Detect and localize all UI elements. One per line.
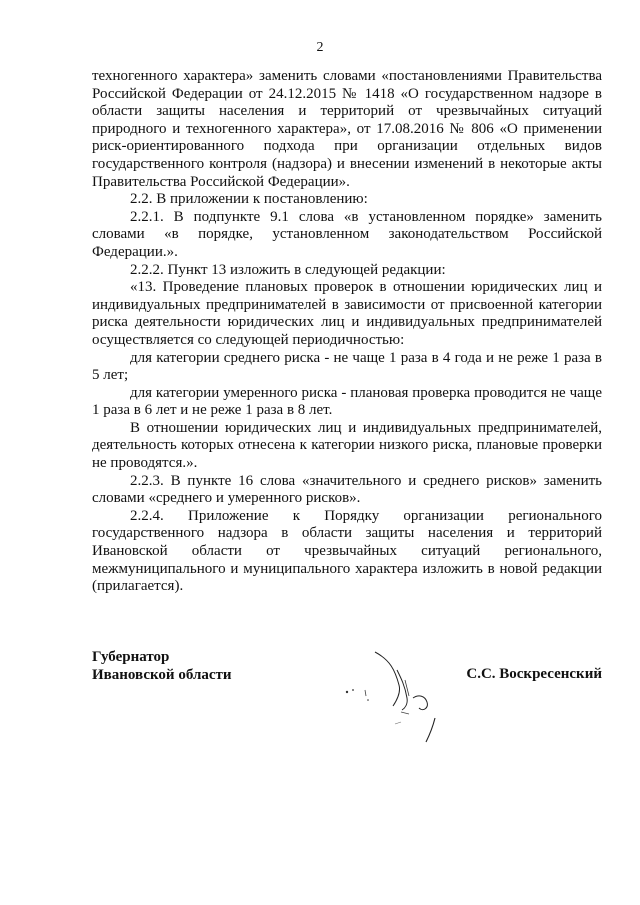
paragraph-2-2-4: 2.2.4. Приложение к Порядку организации регионального государственного надзора в области защиты населения и территорий Ивановской области от чрезвычайных ситуаций регионального, межмуниципального и муниципального характера изложить в новой редакции (прилагается). (92, 507, 602, 595)
paragraph-2-2-1: 2.2.1. В подпункте 9.1 слова «в установленном порядке» заменить словами «в порядке, установленном законодательством Российской Федерации.». (92, 208, 602, 260)
handwritten-signature (335, 640, 455, 750)
paragraph-2-2: 2.2. В приложении к постановлению: (130, 191, 368, 208)
paragraph-2-2-2: 2.2.2. Пункт 13 изложить в следующей редакции: (130, 261, 446, 278)
paragraph-medium-risk: для категории среднего риска - не чаще 1 раза в 4 года и не реже 1 раза в 5 лет; (92, 349, 602, 384)
page-number: 2 (316, 40, 324, 55)
paragraph-moderate-risk: для категории умеренного риска - плановая проверка проводится не чаще 1 раза в 6 лет и не реже 1 раза в 8 лет. (92, 384, 602, 419)
paragraph-continuation: техногенного характера» заменить словами «постановлениями Правительства Российской Федерации от 24.12.2015 № 1418 «О государственном надзоре в области защиты населения и территорий от чрезвычайных ситуаций природного и техногенного характера», от 17.08.2016 № 806 «О применении риск-ориентированного подхода при организации отдельных видов государственного контроля (надзора) и внесении изменений в некоторые акты Правительства Российской Федерации». (92, 68, 602, 190)
document-body (92, 68, 602, 596)
signatory-title-line1: Губернатор (92, 649, 170, 665)
paragraph-2-2-3: 2.2.3. В пункте 16 слова «значительного и среднего рисков» заменить словами «среднего и умеренного рисков». (92, 472, 602, 507)
signatory-title-line2: Ивановской области (92, 667, 232, 683)
paragraph-item-13: «13. Проведение плановых проверок в отношении юридических лиц и индивидуальных предпринимателей в зависимости от присвоенной категории риска деятельности юридических лиц и индивидуальных предпринимателей осуществляется со следующей периодичностью: (92, 279, 602, 348)
signatory-name: С.С. Воскресенский (466, 666, 602, 682)
paragraph-low-risk: В отношении юридических лиц и индивидуальных предпринимателей, деятельность которых отнесена к категории низкого риска, плановые проверки не проводятся.». (92, 419, 602, 472)
signatory-title (92, 648, 232, 684)
